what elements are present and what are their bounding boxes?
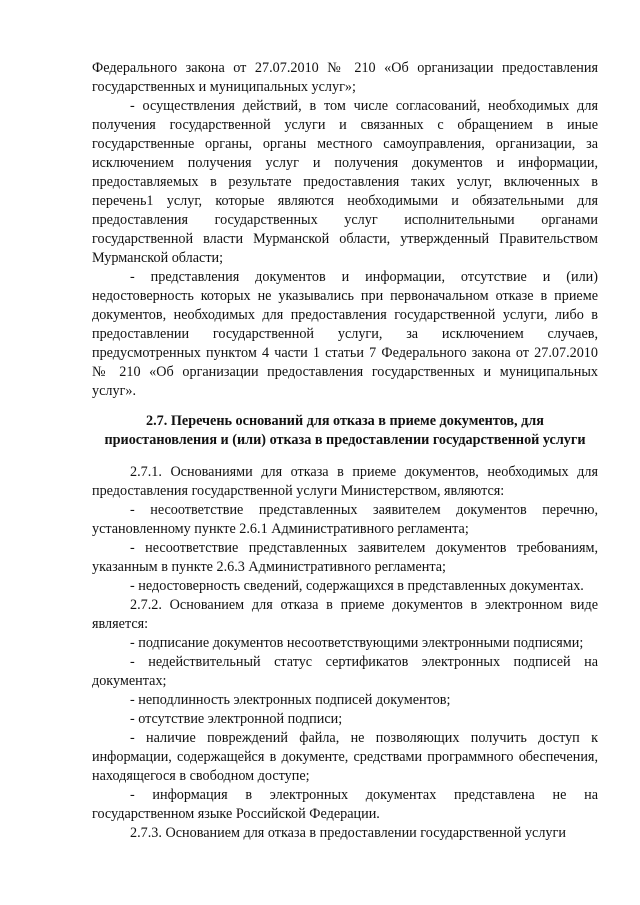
paragraph-law-continuation: Федерального закона от 27.07.2010 № 210 «Об организации предоставления государственных и муниципальных услуг»; bbox=[92, 60, 598, 95]
paragraph-2-7-2: 2.7.2. Основанием для отказа в приеме документов в электронном виде является: bbox=[92, 597, 598, 632]
list-item-invalid-certificates: - недействительный статус сертификатов электронных подписей на документах; bbox=[92, 654, 598, 689]
paragraph-documents-information: - представления документов и информации, отсутствие и (или) недостоверность которых не указывались при первоначальном отказе в приеме документов, необходимых для предоставления государственной услуги, либо в предоставлении государственной услуги, за исключением случаев, предусмотренных пунктом 4 части 1 статьи 7 Федерального закона от 27.07.2010 № 210 «Об организации предоставления государственных и муниципальных услуг». bbox=[92, 269, 598, 399]
list-item-mismatch-requirements: - несоответствие представленных заявителем документов требованиям, указанным в пункте 2.6.3 Административного регламента; bbox=[92, 540, 598, 575]
section-heading-2-7: 2.7. Перечень оснований для отказа в приеме документов, для приостановления и (или) отказа в предоставлении государственной услуги bbox=[104, 413, 586, 448]
paragraph-2-7-1: 2.7.1. Основаниями для отказа в приеме документов, необходимых для предоставления государственной услуги Министерством, являются: bbox=[92, 464, 598, 499]
list-item-no-signature: - отсутствие электронной подписи; bbox=[130, 711, 343, 727]
list-item-unauthentic-signatures: - неподлинность электронных подписей документов; bbox=[130, 692, 451, 708]
list-item-invalid-signatures: - подписание документов несоответствующими электронными подписями; bbox=[130, 635, 584, 651]
list-item-wrong-language: - информация в электронных документах представлена не на государственном языке Российской Федерации. bbox=[92, 787, 598, 822]
paragraph-2-7-3: 2.7.3. Основанием для отказа в предоставлении государственной услуги bbox=[130, 825, 566, 841]
paragraph-actions-coordination: - осуществления действий, в том числе согласований, необходимых для получения государственной услуги и связанных с обращением в иные государственные органы, органы местного самоуправления, организации, за исключением получения услуг и получения документов и информации, предоставляемых в результате предоставления таких услуг, включенных в перечень1 услуг, которые являются необходимыми и обязательными для предоставления государственных услуг исполнительными органами государственной власти Мурманской области, утвержденный Правительством Мурманской области; bbox=[92, 98, 598, 266]
list-item-unreliable-info: - недостоверность сведений, содержащихся в представленных документах. bbox=[130, 578, 584, 594]
list-item-mismatch-list: - несоответствие представленных заявителем документов перечню, установленному пункте 2.6.1 Административного регламента; bbox=[92, 502, 598, 537]
list-item-file-damage: - наличие повреждений файла, не позволяющих получить доступ к информации, содержащейся в документе, средствами программного обеспечения, находящегося в свободном доступе; bbox=[92, 730, 598, 784]
